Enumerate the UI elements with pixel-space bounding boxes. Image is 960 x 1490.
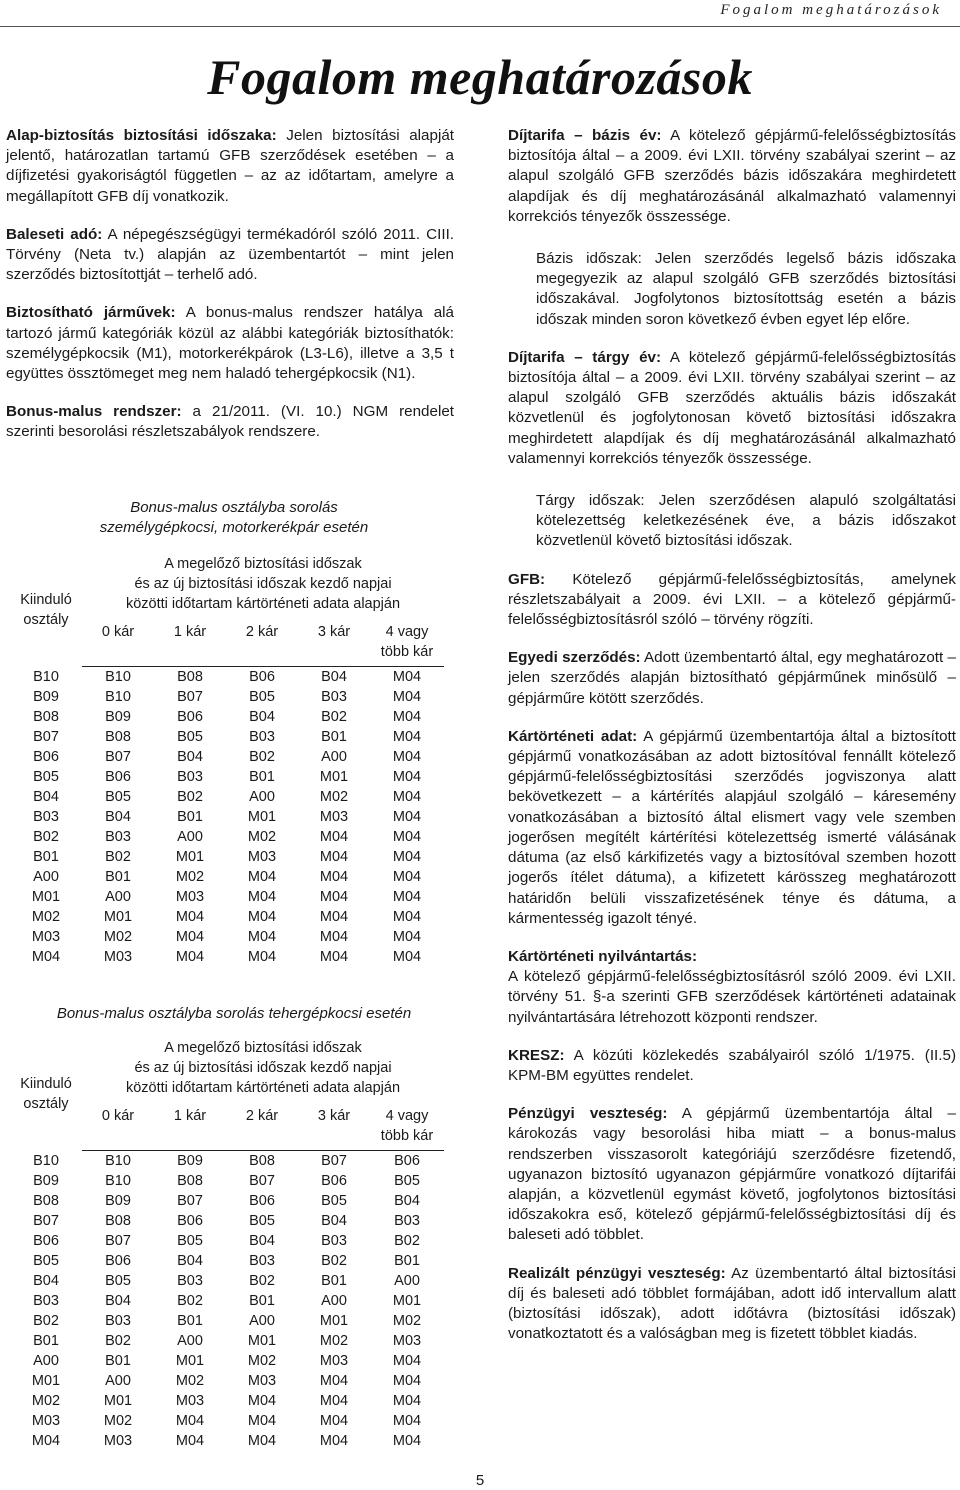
table-cell: M04	[392, 809, 422, 825]
table-row	[10, 1211, 444, 1231]
table-cell: B08	[249, 1153, 275, 1169]
table-cell: M04	[247, 869, 277, 885]
class-cell: A00	[33, 869, 59, 885]
definition-bonus-malus: Bonus-malus rendszer: a 21/2011. (VI. 10.) NGM rendelet szerinti besorolási részletszabályok rendszere.	[6, 403, 454, 441]
table-cell: M04	[175, 909, 205, 925]
table-cell: M04	[392, 1393, 422, 1409]
table-row	[10, 947, 444, 967]
table-cell: B09	[177, 1153, 203, 1169]
table-cell: M04	[319, 929, 349, 945]
table-cell: M04	[175, 949, 205, 965]
table-cell: M02	[319, 1333, 349, 1349]
table-cell: B10	[105, 669, 131, 685]
table-cell: B01	[177, 809, 203, 825]
class-cell: B08	[33, 709, 59, 725]
table-cell: A00	[177, 829, 203, 845]
table-cell: B10	[105, 1153, 131, 1169]
class-cell: M03	[31, 929, 61, 945]
table-cell: B03	[177, 769, 203, 785]
table-car-caption	[12, 498, 456, 538]
table-cell: M02	[175, 869, 205, 885]
table-cell: B04	[249, 709, 275, 725]
definition-biztosithato-jarmuvek: Biztosítható járművek: A bonus-malus rendszer hatálya alá tartozó jármű kategóriák közül az alábbi kategóriák biztosíthatók: személygépkocsik (M1), motorkerékpárok (L3-L6), illetve a 3,5 t együttes össztömeget meg nem haladó tehergépkocsik (N1).	[6, 304, 454, 383]
table-cell: B05	[177, 729, 203, 745]
class-cell: B04	[33, 789, 59, 805]
table-cell: B06	[249, 669, 275, 685]
table-cell: M04	[319, 909, 349, 925]
table-cell: M01	[247, 809, 277, 825]
table-row	[10, 1171, 444, 1191]
header-rule	[0, 26, 960, 27]
table-cell: M04	[392, 769, 422, 785]
table-cell: M04	[392, 889, 422, 905]
table-cell: B04	[177, 1253, 203, 1269]
table-cell: B03	[394, 1213, 420, 1229]
table-row	[10, 827, 444, 847]
table-cell: B03	[105, 829, 131, 845]
table-cell: B07	[105, 749, 131, 765]
table-cell: M01	[103, 1393, 133, 1409]
table-cell: M04	[319, 829, 349, 845]
definition-egyedi-szerzodes: Egyedi szerződés: Adott üzembentartó által, egy meghatározott – jelen szerződés alapján biztosítható gépjárműnek minősülő – gépjárműre kötött szerződés.	[508, 649, 956, 707]
table-cell: M04	[392, 1413, 422, 1429]
table-cell: M01	[392, 1293, 422, 1309]
table-cell: B07	[249, 1173, 275, 1189]
table-row	[10, 1191, 444, 1211]
table-cell: M04	[319, 889, 349, 905]
table-cell: B02	[177, 1293, 203, 1309]
table-row	[10, 667, 444, 687]
definition-targy-idoszak: Tárgy időszak: Jelen szerződésen alapuló szolgáltatási kötelezettség keletkezésének éve, a bázis időszakot közvetlenül követő biztosítási időszak.	[536, 492, 956, 550]
definition-kartorteneti-adat: Kártörténeti adat: A gépjármű üzembentartója által a biztosított gépjármű vonatkozásában az adott biztosítóval fennállt kötelező gépjármű-felelősségbiztosítási szerződés jogviszonya alatt bekövetkezett – a kártérítés alapjául szolgáló – káresemény vonatkozásában a biztosító által elismert vagy vele szemben jogerősen megítélt kártérítési kötelezettség ismerté válásának dátuma (az első kárkifizetés vagy a biztosítóval szemben hozott jogerős ítélet dátuma), a kifizetett kárösszeg meghatározott határidőn belüli visszafizetésének ténye és dátuma, a kármentesség igazolt tényé.	[508, 727, 956, 927]
table-cell: M04	[392, 1353, 422, 1369]
table-cell: M02	[319, 789, 349, 805]
table-cell: M02	[392, 1313, 422, 1329]
table-row	[10, 1391, 444, 1411]
class-cell: M04	[31, 1433, 61, 1449]
table-cell: B05	[249, 689, 275, 705]
table-cell: B02	[105, 1333, 131, 1349]
table-cell: M01	[319, 1313, 349, 1329]
class-cell: M02	[31, 909, 61, 925]
table-cell: M04	[247, 949, 277, 965]
column-header: 3 kár	[298, 622, 370, 667]
group-header: A megelőző biztosítási időszak és az új biztosítási időszak kezdő napjai közötti időtartam kártörténeti adata alapján	[125, 1040, 401, 1096]
table-cell: B01	[321, 1273, 347, 1289]
table-cell: B05	[105, 789, 131, 805]
table-cell: M04	[392, 689, 422, 705]
class-cell: B04	[33, 1273, 59, 1289]
class-cell: B01	[33, 849, 59, 865]
table-cell: M04	[247, 889, 277, 905]
definition-dijtarifa-bazis: Díjtarifa – bázis év: A kötelező gépjármű-felelősségbiztosítás biztosítója által – a 2009. évi LXII. törvény szabályai szerint – az alapul szolgáló GFB szerződés bázis időszakára meghirdetett alapdíjak és díj meghatározásánál alkalmazható valamennyi korrekciós tényezők összessége.	[508, 127, 956, 225]
table-cell: M04	[319, 1393, 349, 1409]
table-row	[10, 907, 444, 927]
table-caption-line: személygépkocsi, motorkerékpár esetén	[99, 519, 369, 536]
bonus-malus-table-truck	[10, 1038, 444, 1451]
table-cell: B02	[394, 1233, 420, 1249]
table-cell: B05	[394, 1173, 420, 1189]
table-cell: B03	[321, 1233, 347, 1249]
right-column	[508, 126, 956, 1362]
table-cell: M04	[247, 1413, 277, 1429]
table-cell: B04	[249, 1233, 275, 1249]
column-header: 2 kár	[226, 622, 298, 667]
table-cell: M04	[392, 829, 422, 845]
table-cell: M04	[247, 929, 277, 945]
table-cell: B03	[177, 1273, 203, 1289]
table-cell: A00	[249, 1313, 275, 1329]
table-cell: B09	[105, 1193, 131, 1209]
table-cell: A00	[105, 889, 131, 905]
table-cell: B01	[105, 869, 131, 885]
class-cell: B10	[33, 669, 59, 685]
table-row	[10, 1371, 444, 1391]
class-cell: M03	[31, 1413, 61, 1429]
table-cell: A00	[105, 1373, 131, 1389]
table-cell: M04	[392, 849, 422, 865]
table-cell: B02	[321, 709, 347, 725]
definition-alap-biztositas: Alap-biztosítás biztosítási időszaka: Jelen biztosítási alapját jelentő, határozatlan tartamú GFB szerződések esetében – a díjfizetési gyakoriságtól független – az az időtartam, amelyre a megállapított GFB díj vonatkozik.	[6, 127, 454, 205]
table-cell: B07	[177, 1193, 203, 1209]
table-cell: M04	[319, 1433, 349, 1449]
table-cell: B04	[321, 669, 347, 685]
table-cell: M04	[392, 789, 422, 805]
table-row	[10, 1351, 444, 1371]
table-row	[10, 1251, 444, 1271]
table-row	[10, 927, 444, 947]
table-cell: A00	[321, 1293, 347, 1309]
table-header-row	[10, 554, 444, 622]
table-cell: B06	[177, 1213, 203, 1229]
class-cell: M01	[31, 1373, 61, 1389]
table-cell: M04	[247, 1433, 277, 1449]
table-row	[10, 747, 444, 767]
table-cell: M03	[103, 1433, 133, 1449]
table-caption-line: Bonus-malus osztályba sorolás	[130, 499, 338, 516]
class-cell: B02	[33, 829, 59, 845]
table-row	[10, 1331, 444, 1351]
table-cell: B07	[321, 1153, 347, 1169]
page-number: 5	[475, 1472, 485, 1489]
class-cell: B01	[33, 1333, 59, 1349]
table-cell: M04	[175, 929, 205, 945]
table-cell: M04	[392, 1433, 422, 1449]
table-cell: M04	[392, 709, 422, 725]
table-cell: B04	[177, 749, 203, 765]
table-cell: M04	[392, 929, 422, 945]
table-cell: B10	[105, 1173, 131, 1189]
definition-penzugyi-veszteseg: Pénzügyi veszteség: A gépjármű üzembentartója által – károkozás vagy besorolási hiba miatt – a bonus-malus rendszerben visszasorolt kategóriájú szerződésre fizetendő, ugyanazon biztosító ugyanazon gépjárműre vonatkozó díjtarifái alapján, a közvetlenül egymást követő, jogfolytonos biztosítási időszakokra eső, kötelező gépjármű-felelősségbiztosítási díj és baleseti adó többlet.	[508, 1105, 956, 1244]
class-cell: B03	[33, 809, 59, 825]
table-cell: M04	[392, 909, 422, 925]
table-cell: B09	[105, 709, 131, 725]
class-cell: M02	[31, 1393, 61, 1409]
table-cell: M03	[175, 1393, 205, 1409]
class-cell: B06	[33, 749, 59, 765]
class-cell: B05	[33, 1253, 59, 1269]
table-cell: M02	[103, 1413, 133, 1429]
table-cell: M03	[319, 1353, 349, 1369]
table-cell: B02	[249, 749, 275, 765]
table-cell: B05	[249, 1213, 275, 1229]
table-row	[10, 1431, 444, 1451]
column-header: 2 kár	[226, 1106, 298, 1151]
table-cell: B10	[105, 689, 131, 705]
left-column	[6, 126, 455, 1449]
table-cell: B08	[105, 1213, 131, 1229]
class-cell: B05	[33, 769, 59, 785]
table-cell: B06	[394, 1153, 420, 1169]
table-cell: B02	[321, 1253, 347, 1269]
table-cell: B04	[321, 1213, 347, 1229]
table-cell: M04	[247, 909, 277, 925]
table-cell: B06	[177, 709, 203, 725]
table-cell: M04	[392, 749, 422, 765]
table-cell: B01	[177, 1313, 203, 1329]
class-header: Kiinduló osztály	[20, 592, 72, 629]
table-cell: B02	[249, 1273, 275, 1289]
table-cell: B04	[105, 1293, 131, 1309]
table-cell: M04	[319, 949, 349, 965]
table-caption-line: Bonus-malus osztályba sorolás tehergépkocsi esetén	[56, 1005, 412, 1022]
column-header: 1 kár	[154, 622, 226, 667]
table-cell: B03	[105, 1313, 131, 1329]
table-cell: B01	[249, 769, 275, 785]
table-cell: M01	[319, 769, 349, 785]
table-cell: B01	[394, 1253, 420, 1269]
table-row	[10, 807, 444, 827]
definition-kartorteneti-nyilvantartas: Kártörténeti nyilvántartás: A kötelező gépjármű-felelősségbiztosításról szóló 2009. évi LXII. törvény 51. §-a szerinti GFB szerződések kártörténeti adatainak nyilvántartására létrehozott központi rendszer.	[508, 947, 956, 1026]
table-cell: M03	[247, 849, 277, 865]
definition-realizalt-veszteseg: Realizált pénzügyi veszteség: Az üzembentartó által biztosítási díj és baleseti adó többlet formájában, adott idő intervallum alatt (biztosítási időszak), adott időtávra (biztosítási időszak) vonatkoztatott és a valóságban meg is fizetett többlet kiadás.	[508, 1264, 956, 1343]
table-cell: M03	[103, 949, 133, 965]
table-cell: M02	[175, 1373, 205, 1389]
class-cell: A00	[33, 1353, 59, 1369]
table-cell: M01	[103, 909, 133, 925]
class-cell: B06	[33, 1233, 59, 1249]
table-cell: M01	[175, 849, 205, 865]
table-row	[10, 787, 444, 807]
table-cell: M03	[319, 809, 349, 825]
table-cell: M04	[319, 849, 349, 865]
table-cell: B06	[105, 769, 131, 785]
class-cell: B02	[33, 1313, 59, 1329]
table-cell: M02	[247, 829, 277, 845]
table-cell: M04	[319, 1413, 349, 1429]
column-header: 4 vagy több kár	[370, 622, 444, 667]
table-row	[10, 707, 444, 727]
class-cell: B08	[33, 1193, 59, 1209]
table-cell: B06	[105, 1253, 131, 1269]
running-head: Fogalom meghatározások	[720, 2, 942, 18]
table-cell: B07	[105, 1233, 131, 1249]
class-cell: B09	[33, 1173, 59, 1189]
table-cell: B04	[394, 1193, 420, 1209]
table-row	[10, 1151, 444, 1171]
table-cell: B08	[105, 729, 131, 745]
class-cell: B03	[33, 1293, 59, 1309]
group-header: A megelőző biztosítási időszak és az új biztosítási időszak kezdő napjai közötti időtartam kártörténeti adata alapján	[125, 556, 401, 612]
table-cell: M04	[319, 1373, 349, 1389]
definition-kresz: KRESZ: A közúti közlekedés szabályairól szóló 1/1975. (II.5) KPM-BM együttes rendelet.	[508, 1046, 956, 1084]
table-body	[10, 667, 444, 967]
table-cell: M01	[247, 1333, 277, 1349]
table-cell: B06	[249, 1193, 275, 1209]
table-cell: B06	[321, 1173, 347, 1189]
table-header-row	[10, 1038, 444, 1106]
table-cell: B08	[177, 669, 203, 685]
table-row	[10, 1231, 444, 1251]
table-cell: M04	[392, 869, 422, 885]
table-cell: M04	[392, 949, 422, 965]
table-cell: B04	[105, 809, 131, 825]
table-cell: B01	[105, 1353, 131, 1369]
table-body	[10, 1151, 444, 1451]
table-cell: M04	[392, 669, 422, 685]
table-cell: B05	[105, 1273, 131, 1289]
table-row	[10, 887, 444, 907]
table-row	[10, 1311, 444, 1331]
class-header: Kiinduló osztály	[20, 1076, 72, 1113]
class-cell: M04	[31, 949, 61, 965]
bonus-malus-table-car	[10, 554, 444, 967]
definition-bazis-idoszak: Bázis időszak: Jelen szerződés legelső bázis időszaka megegyezik az alapul szolgáló GFB szerződés biztosítási időszakával. Jogfolytonos biztosítottság esetén a bázis időszak minden soron következő évben egyet lép előre.	[536, 250, 956, 328]
class-cell: M01	[31, 889, 61, 905]
class-cell: B09	[33, 689, 59, 705]
table-row	[10, 867, 444, 887]
table-cell: M03	[247, 1373, 277, 1389]
class-cell: B10	[33, 1153, 59, 1169]
table-cell: M03	[175, 889, 205, 905]
column-header: 3 kár	[298, 1106, 370, 1151]
table-row	[10, 687, 444, 707]
table-cell: M04	[319, 869, 349, 885]
table-cell: M04	[247, 1393, 277, 1409]
table-cell: M04	[392, 729, 422, 745]
table-cell: B02	[177, 789, 203, 805]
table-cell: B07	[177, 689, 203, 705]
table-cell: B03	[249, 1253, 275, 1269]
table-row	[10, 1411, 444, 1431]
table-cell: M02	[247, 1353, 277, 1369]
table-cell: A00	[394, 1273, 420, 1289]
class-cell: B07	[33, 1213, 59, 1229]
table-cell: A00	[249, 789, 275, 805]
column-header: 1 kár	[154, 1106, 226, 1151]
column-header: 0 kár	[82, 622, 154, 667]
table-row	[10, 847, 444, 867]
table-cell: A00	[321, 749, 347, 765]
table-cell: M03	[392, 1333, 422, 1349]
column-header: 4 vagy több kár	[370, 1106, 444, 1151]
table-row	[10, 727, 444, 747]
page-title: Fogalom meghatározások	[207, 49, 753, 105]
table-cell: B02	[105, 849, 131, 865]
table-row	[10, 1291, 444, 1311]
definition-gfb: GFB: Kötelező gépjármű-felelősségbiztosítás, amelynek részletszabályait a 2009. évi LXII. – a kötelező gépjármű-felelősségbiztosításról szóló – törvény rögzíti.	[508, 570, 956, 629]
table-cell: M04	[392, 1373, 422, 1389]
table-cell: M04	[175, 1413, 205, 1429]
definition-dijtarifa-targy: Díjtarifa – tárgy év: A kötelező gépjármű-felelősségbiztosítás biztosítója által – a 2009. évi LXII. törvény szabályai szerint – az alapul szolgáló GFB szerződés aktuális bázis időszakát közvetlenül és jogfolytonosan követő biztosítási időszakra meghirdetett alapdíjak és díj meghatározásánál alkalmazható valamennyi korrekciós tényezők összessége.	[508, 348, 956, 467]
table-cell: B01	[321, 729, 347, 745]
table-cell: M01	[175, 1353, 205, 1369]
definition-baleseti-ado: Baleseti adó: A népegészségügyi termékadóról szóló 2011. CIII. Törvény (Neta tv.) alapján az üzembentartót – mint jelen szerződés biztosítottját – terhelő adó.	[6, 225, 455, 284]
table-truck-caption	[12, 1004, 456, 1024]
class-cell: B07	[33, 729, 59, 745]
table-cell: B03	[249, 729, 275, 745]
table-cell: M04	[175, 1433, 205, 1449]
table-cell: B08	[177, 1173, 203, 1189]
table-cell: B03	[321, 689, 347, 705]
table-row	[10, 1271, 444, 1291]
table-row	[10, 767, 444, 787]
table-cell: A00	[177, 1333, 203, 1349]
column-header: 0 kár	[82, 1106, 154, 1151]
table-cell: M02	[103, 929, 133, 945]
table-cell: B05	[177, 1233, 203, 1249]
table-cell: B05	[321, 1193, 347, 1209]
table-cell: B01	[249, 1293, 275, 1309]
